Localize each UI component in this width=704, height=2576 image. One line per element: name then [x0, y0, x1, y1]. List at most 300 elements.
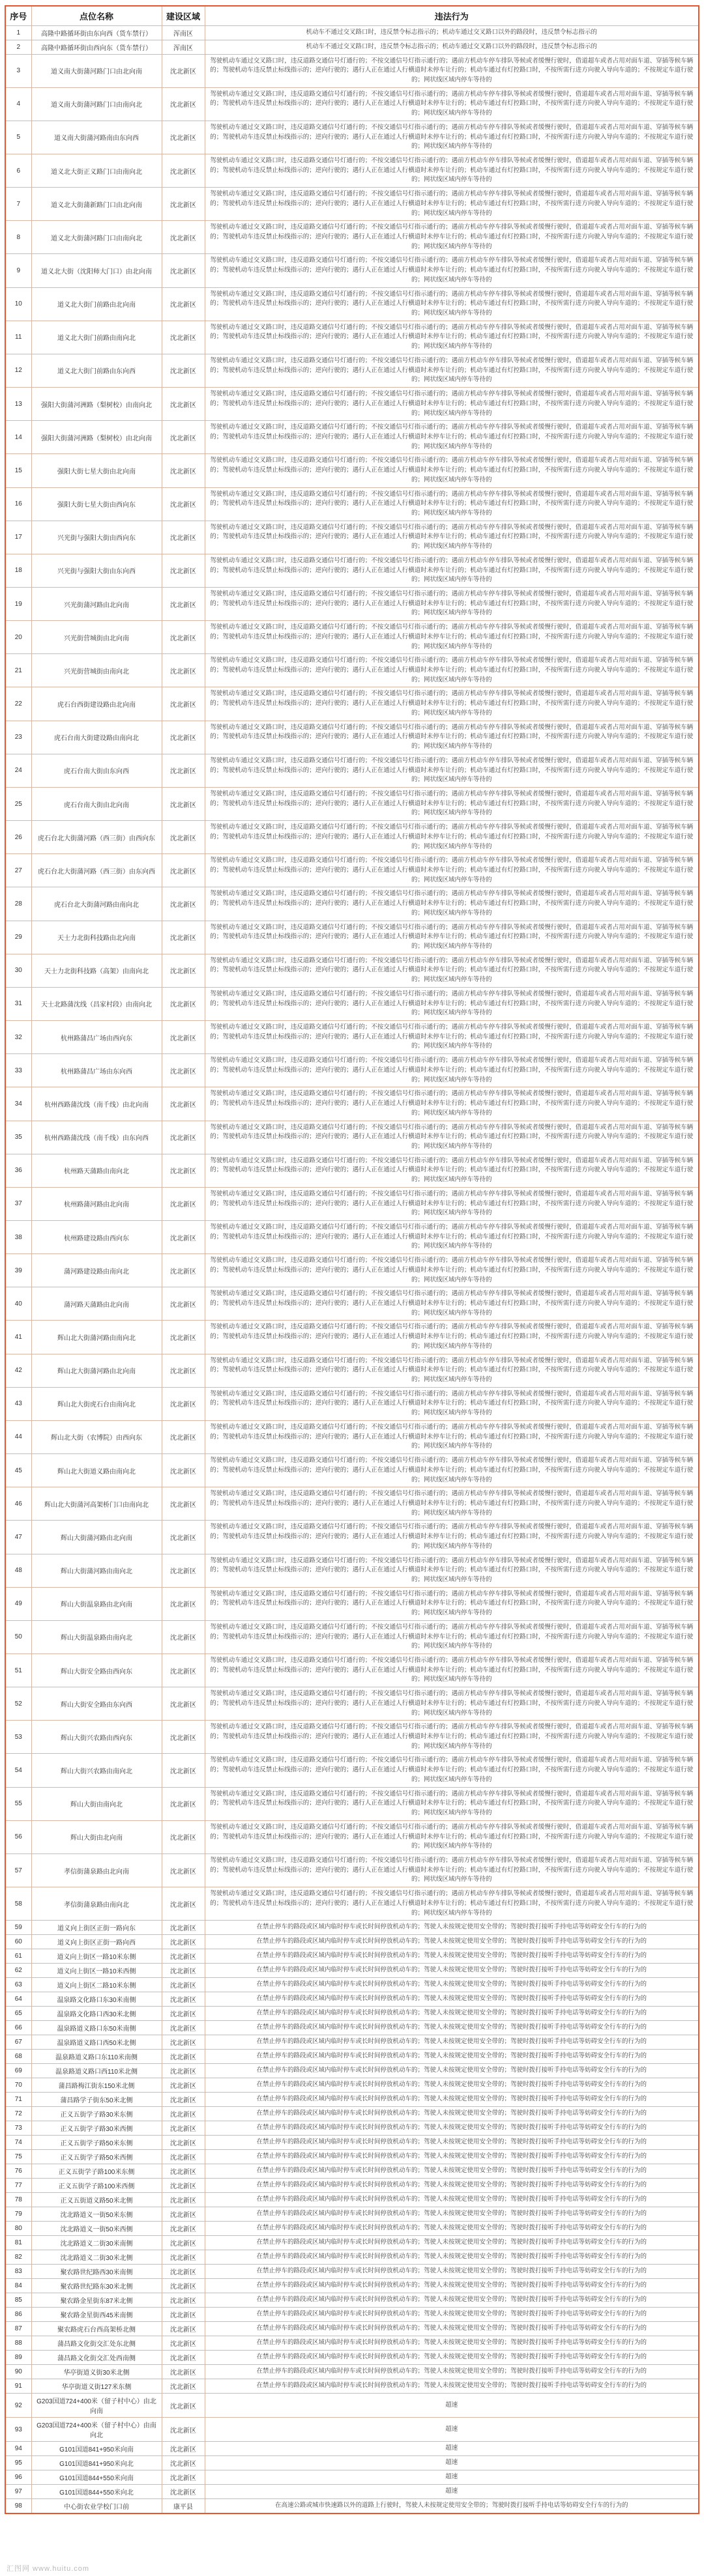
cell-name: 蒲河路天蒲路由北向南 — [31, 1287, 162, 1321]
cell-seq: 97 — [5, 2485, 31, 2499]
cell-name: 聚农路金星街西45米南侧 — [31, 2308, 162, 2322]
cell-seq: 90 — [5, 2365, 31, 2379]
cell-name: 天士北路蒲沈线（昌家村段）由南向北 — [31, 987, 162, 1020]
cell-area: 沈北新区 — [162, 2021, 205, 2035]
table-row — [5, 40, 699, 54]
cell-name: 辉山大街安全路由东向西 — [31, 1687, 162, 1721]
cell-seq: 89 — [5, 2351, 31, 2365]
cell-seq: 67 — [5, 2035, 31, 2050]
cell-violation: 在禁止停车的路段或区域内临时停车或长时间停放机动车的；驾驶人未按规定使用安全带的；驾驶时拨打接听手持电话等妨碍安全行车的行为的 — [205, 2207, 699, 2222]
table-row — [5, 2050, 699, 2064]
table-row — [5, 1887, 699, 1921]
table-row — [5, 354, 699, 387]
cell-name: 沈北路道义二街30米北侧 — [31, 2250, 162, 2265]
cell-name: 聚农路虎石台西高架桥北侧 — [31, 2322, 162, 2336]
cell-name: G203国道724+400米（留子村中心）由北向南 — [31, 2394, 162, 2418]
cell-violation: 驾驶机动车通过交叉路口时，违反道路交通信号灯通行的；不按交通信号灯指示通行的；遇前方机动车停车排队等候或者缓慢行驶时，借道超车或者占用对面车道、穿插等候车辆的；驾驶机动车违反禁止标线指示的；逆向行驶的；遇行人正在通过人行横道时未停车让行的；机动车通过有灯控路口时，不按所需行进方向驶入导向车道的；不按规定车道行驶的；网状线区域内停车等待的 — [205, 1420, 699, 1453]
cell-area: 沈北新区 — [162, 287, 205, 321]
cell-area: 沈北新区 — [162, 87, 205, 121]
cell-name: 辉山大街由南向北 — [31, 1787, 162, 1820]
cell-name: 道义向上街区一路10米西侧 — [31, 1964, 162, 1978]
camera-points-table — [5, 5, 699, 2514]
cell-area: 沈北新区 — [162, 1187, 205, 1220]
table-row — [5, 987, 699, 1020]
cell-name: 虎石台北大街蒲河路由南向北 — [31, 887, 162, 921]
cell-seq: 75 — [5, 2150, 31, 2164]
cell-seq: 57 — [5, 1853, 31, 1887]
cell-seq: 27 — [5, 854, 31, 887]
table-row — [5, 2250, 699, 2265]
cell-seq: 15 — [5, 454, 31, 487]
cell-area: 沈北新区 — [162, 2485, 205, 2499]
cell-seq: 74 — [5, 2136, 31, 2150]
cell-name: G101国道844+550米向南 — [31, 2470, 162, 2485]
cell-seq: 95 — [5, 2456, 31, 2470]
cell-violation: 驾驶机动车通过交叉路口时，违反道路交通信号灯通行的；不按交通信号灯指示通行的；遇前方机动车停车排队等候或者缓慢行驶时，借道超车或者占用对面车道、穿插等候车辆的；驾驶机动车违反禁止标线指示的；逆向行驶的；遇行人正在通过人行横道时未停车让行的；机动车通过有灯控路口时，不按所需行进方向驶入导向车道的；不按规定车道行驶的；网状线区域内停车等待的 — [205, 1654, 699, 1687]
cell-seq: 56 — [5, 1820, 31, 1853]
cell-area: 沈北新区 — [162, 1154, 205, 1187]
table-row — [5, 2164, 699, 2179]
cell-area: 沈北新区 — [162, 2442, 205, 2456]
cell-seq: 44 — [5, 1420, 31, 1453]
col-header-name: 点位名称 — [31, 6, 162, 25]
cell-violation: 驾驶机动车通过交叉路口时，违反道路交通信号灯通行的；不按交通信号灯指示通行的；遇前方机动车停车排队等候或者缓慢行驶时，借道超车或者占用对面车道、穿插等候车辆的；驾驶机动车违反禁止标线指示的；逆向行驶的；遇行人正在通过人行横道时未停车让行的；机动车通过有灯控路口时，不按所需行进方向驶入导向车道的；不按规定车道行驶的；网状线区域内停车等待的 — [205, 1721, 699, 1754]
cell-name: 道义北大街门前路由东向西 — [31, 354, 162, 387]
cell-name: 聚农路世纪路东30米北侧 — [31, 2279, 162, 2293]
cell-name: 辉山北大街蒲河路由南向北 — [31, 1321, 162, 1354]
table-row — [5, 1787, 699, 1820]
cell-violation: 在禁止停车的路段或区域内临时停车或长时间停放机动车的；驾驶人未按规定使用安全带的；驾驶时拨打接听手持电话等妨碍安全行车的行为的 — [205, 2193, 699, 2207]
cell-name: 虎石台北大街蒲河路（西三街）由东向西 — [31, 854, 162, 887]
cell-name: 沈北路道义一街50米西侧 — [31, 2222, 162, 2236]
table-header — [5, 6, 699, 25]
cell-area: 沈北新区 — [162, 1935, 205, 1949]
cell-name: 孝信街蒲泉路由南向北 — [31, 1887, 162, 1921]
cell-area: 沈北新区 — [162, 821, 205, 854]
cell-seq: 11 — [5, 321, 31, 354]
cell-seq: 14 — [5, 421, 31, 454]
cell-violation: 驾驶机动车通过交叉路口时，违反道路交通信号灯通行的；不按交通信号灯指示通行的；遇前方机动车停车排队等候或者缓慢行驶时，借道超车或者占用对面车道、穿插等候车辆的；驾驶机动车违反禁止标线指示的；逆向行驶的；遇行人正在通过人行横道时未停车让行的；机动车通过有灯控路口时，不按所需行进方向驶入导向车道的；不按规定车道行驶的；网状线区域内停车等待的 — [205, 554, 699, 587]
cell-violation: 超速 — [205, 2456, 699, 2470]
cell-violation: 驾驶机动车通过交叉路口时，违反道路交通信号灯通行的；不按交通信号灯指示通行的；遇前方机动车停车排队等候或者缓慢行驶时，借道超车或者占用对面车道、穿插等候车辆的；驾驶机动车违反禁止标线指示的；逆向行驶的；遇行人正在通过人行横道时未停车让行的；机动车通过有灯控路口时，不按所需行进方向驶入导向车道的；不按规定车道行驶的；网状线区域内停车等待的 — [205, 1121, 699, 1154]
cell-area: 沈北新区 — [162, 2265, 205, 2279]
table-row — [5, 1354, 699, 1387]
table-row — [5, 421, 699, 454]
table-row — [5, 2093, 699, 2107]
cell-area: 沈北新区 — [162, 854, 205, 887]
cell-violation: 在禁止停车的路段或区域内临时停车或长时间停放机动车的；驾驶人未按规定使用安全带的；驾驶时拨打接听手持电话等妨碍安全行车的行为的 — [205, 2078, 699, 2093]
cell-area: 沈北新区 — [162, 2279, 205, 2293]
cell-name: 虎石台南大街建设路由南向北 — [31, 721, 162, 754]
cell-area: 沈北新区 — [162, 2179, 205, 2193]
table-row — [5, 854, 699, 887]
table-row — [5, 2418, 699, 2442]
cell-violation: 驾驶机动车通过交叉路口时，违反道路交通信号灯通行的；不按交通信号灯指示通行的；遇前方机动车停车排队等候或者缓慢行驶时，借道超车或者占用对面车道、穿插等候车辆的；驾驶机动车违反禁止标线指示的；逆向行驶的；遇行人正在通过人行横道时未停车让行的；机动车通过有灯控路口时，不按所需行进方向驶入导向车道的；不按规定车道行驶的；网状线区域内停车等待的 — [205, 1887, 699, 1921]
cell-name: 辉山大街温泉路由南向北 — [31, 1620, 162, 1653]
cell-name: 强阳大街蒲河洲路（梨树校）由北向南 — [31, 421, 162, 454]
cell-violation: 驾驶机动车通过交叉路口时，违反道路交通信号灯通行的；不按交通信号灯指示通行的；遇前方机动车停车排队等候或者缓慢行驶时，借道超车或者占用对面车道、穿插等候车辆的；驾驶机动车违反禁止标线指示的；逆向行驶的；遇行人正在通过人行横道时未停车让行的；机动车通过有灯控路口时，不按所需行进方向驶入导向车道的；不按规定车道行驶的；网状线区域内停车等待的 — [205, 721, 699, 754]
cell-name: 道义北大街蒲河路门口由南向北 — [31, 221, 162, 254]
cell-seq: 29 — [5, 921, 31, 954]
cell-seq: 35 — [5, 1121, 31, 1154]
cell-seq: 30 — [5, 954, 31, 987]
cell-area: 沈北新区 — [162, 54, 205, 87]
cell-name: 道义向上街区正街一路向西 — [31, 1935, 162, 1949]
cell-seq: 19 — [5, 588, 31, 621]
cell-area: 沈北新区 — [162, 554, 205, 587]
cell-seq: 32 — [5, 1021, 31, 1054]
cell-name: 辉山北大街蒲河路由北向南 — [31, 1354, 162, 1387]
cell-seq: 43 — [5, 1387, 31, 1420]
cell-area: 沈北新区 — [162, 721, 205, 754]
cell-violation: 驾驶机动车通过交叉路口时，违反道路交通信号灯通行的；不按交通信号灯指示通行的；遇前方机动车停车排队等候或者缓慢行驶时，借道超车或者占用对面车道、穿插等候车辆的；驾驶机动车违反禁止标线指示的；逆向行驶的；遇行人正在通过人行横道时未停车让行的；机动车通过有灯控路口时，不按所需行进方向驶入导向车道的；不按规定车道行驶的；网状线区域内停车等待的 — [205, 1387, 699, 1420]
cell-seq: 53 — [5, 1721, 31, 1754]
table-row — [5, 954, 699, 987]
table-row — [5, 1254, 699, 1287]
cell-area: 沈北新区 — [162, 154, 205, 187]
cell-name: 高隆中路循环街由东向西（货车禁行） — [31, 25, 162, 40]
cell-area: 沈北新区 — [162, 454, 205, 487]
table-row — [5, 2308, 699, 2322]
cell-area: 沈北新区 — [162, 2394, 205, 2418]
cell-seq: 21 — [5, 654, 31, 687]
cell-violation: 在禁止停车的路段或区域内临时停车或长时间停放机动车的；驾驶人未按规定使用安全带的；驾驶时拨打接听手持电话等妨碍安全行车的行为的 — [205, 2236, 699, 2250]
table-row — [5, 388, 699, 421]
cell-violation: 在禁止停车的路段或区域内临时停车或长时间停放机动车的；驾驶人未按规定使用安全带的；驾驶时拨打接听手持电话等妨碍安全行车的行为的 — [205, 2107, 699, 2121]
cell-violation: 驾驶机动车通过交叉路口时，违反道路交通信号灯通行的；不按交通信号灯指示通行的；遇前方机动车停车排队等候或者缓慢行驶时，借道超车或者占用对面车道、穿插等候车辆的；驾驶机动车违反禁止标线指示的；逆向行驶的；遇行人正在通过人行横道时未停车让行的；机动车通过有灯控路口时，不按所需行进方向驶入导向车道的；不按规定车道行驶的；网状线区域内停车等待的 — [205, 1487, 699, 1521]
cell-area: 沈北新区 — [162, 1921, 205, 1935]
cell-violation: 在禁止停车的路段或区域内临时停车或长时间停放机动车的；驾驶人未按规定使用安全带的；驾驶时拨打接听手持电话等妨碍安全行车的行为的 — [205, 2293, 699, 2308]
table-row — [5, 1220, 699, 1253]
table-row — [5, 1754, 699, 1787]
table-row — [5, 2107, 699, 2121]
cell-violation: 在禁止停车的路段或区域内临时停车或长时间停放机动车的；驾驶人未按规定使用安全带的；驾驶时拨打接听手持电话等妨碍安全行车的行为的 — [205, 2265, 699, 2279]
cell-area: 沈北新区 — [162, 1254, 205, 1287]
table-row — [5, 2265, 699, 2279]
cell-area: 沈北新区 — [162, 2456, 205, 2470]
cell-name: 虎石台北大街蒲河路（西三街）由西向东 — [31, 821, 162, 854]
cell-area: 沈北新区 — [162, 2418, 205, 2442]
table-row — [5, 2035, 699, 2050]
cell-seq: 5 — [5, 121, 31, 154]
cell-violation: 在禁止停车的路段或区域内临时停车或长时间停放机动车的；驾驶人未按规定使用安全带的；驾驶时拨打接听手持电话等妨碍安全行车的行为的 — [205, 2007, 699, 2021]
cell-violation: 驾驶机动车通过交叉路口时，违反道路交通信号灯通行的；不按交通信号灯指示通行的；遇前方机动车停车排队等候或者缓慢行驶时，借道超车或者占用对面车道、穿插等候车辆的；驾驶机动车违反禁止标线指示的；逆向行驶的；遇行人正在通过人行横道时未停车让行的；机动车通过有灯控路口时，不按所需行进方向驶入导向车道的；不按规定车道行驶的；网状线区域内停车等待的 — [205, 821, 699, 854]
cell-area: 沈北新区 — [162, 1121, 205, 1154]
cell-area: 沈北新区 — [162, 2007, 205, 2021]
cell-violation: 在禁止停车的路段或区域内临时停车或长时间停放机动车的；驾驶人未按规定使用安全带的；驾驶时拨打接听手持电话等妨碍安全行车的行为的 — [205, 2093, 699, 2107]
cell-area: 沈北新区 — [162, 1521, 205, 1554]
cell-violation: 驾驶机动车通过交叉路口时，违反道路交通信号灯通行的；不按交通信号灯指示通行的；遇前方机动车停车排队等候或者缓慢行驶时，借道超车或者占用对面车道、穿插等候车辆的；驾驶机动车违反禁止标线指示的；逆向行驶的；遇行人正在通过人行横道时未停车让行的；机动车通过有灯控路口时，不按所需行进方向驶入导向车道的；不按规定车道行驶的；网状线区域内停车等待的 — [205, 1521, 699, 1554]
cell-name: 道义南大街蒲河路南由东向西 — [31, 121, 162, 154]
cell-name: 正义五街学子路30米东侧 — [31, 2107, 162, 2121]
cell-violation: 驾驶机动车通过交叉路口时，违反道路交通信号灯通行的；不按交通信号灯指示通行的；遇前方机动车停车排队等候或者缓慢行驶时，借道超车或者占用对面车道、穿插等候车辆的；驾驶机动车违反禁止标线指示的；逆向行驶的；遇行人正在通过人行横道时未停车让行的；机动车通过有灯控路口时，不按所需行进方向驶入导向车道的；不按规定车道行驶的；网状线区域内停车等待的 — [205, 388, 699, 421]
cell-seq: 60 — [5, 1935, 31, 1949]
cell-name: 聚农路金星街东87米北侧 — [31, 2293, 162, 2308]
table-row — [5, 1387, 699, 1420]
cell-seq: 77 — [5, 2179, 31, 2193]
cell-name: 华亭街道义街30米北侧 — [31, 2365, 162, 2379]
table-row — [5, 2136, 699, 2150]
cell-name: 正义五街学子路50米东侧 — [31, 2136, 162, 2150]
cell-area: 沈北新区 — [162, 354, 205, 387]
cell-area: 沈北新区 — [162, 1054, 205, 1087]
cell-violation: 在禁止停车的路段或区域内临时停车或长时间停放机动车的；驾驶人未按规定使用安全带的；驾驶时拨打接听手持电话等妨碍安全行车的行为的 — [205, 1992, 699, 2007]
cell-area: 康平县 — [162, 2499, 205, 2514]
table-row — [5, 1587, 699, 1620]
cell-area: 沈北新区 — [162, 1687, 205, 1721]
cell-name: 虎石台南大街由东向西 — [31, 754, 162, 787]
cell-seq: 82 — [5, 2250, 31, 2265]
cell-seq: 62 — [5, 1964, 31, 1978]
cell-name: 辉山大街温泉路由北向南 — [31, 1587, 162, 1620]
cell-name: 天士力北街科技路（高架）由南向北 — [31, 954, 162, 987]
cell-area: 浑南区 — [162, 40, 205, 54]
table-row — [5, 254, 699, 287]
cell-violation: 驾驶机动车通过交叉路口时，违反道路交通信号灯通行的；不按交通信号灯指示通行的；遇前方机动车停车排队等候或者缓慢行驶时，借道超车或者占用对面车道、穿插等候车辆的；驾驶机动车违反禁止标线指示的；逆向行驶的；遇行人正在通过人行横道时未停车让行的；机动车通过有灯控路口时，不按所需行进方向驶入导向车道的；不按规定车道行驶的；网状线区域内停车等待的 — [205, 521, 699, 554]
cell-violation: 在高速公路或城市快速路以外的道路上行驶时，驾驶人未按规定使用安全带的；驾驶时拨打接听手持电话等妨碍安全行车的行为的 — [205, 2499, 699, 2514]
cell-name: 杭州路蒲昌广场由东向西 — [31, 1054, 162, 1087]
cell-area: 沈北新区 — [162, 388, 205, 421]
table-row — [5, 754, 699, 787]
cell-seq: 72 — [5, 2107, 31, 2121]
cell-violation: 驾驶机动车通过交叉路口时，违反道路交通信号灯通行的；不按交通信号灯指示通行的；遇前方机动车停车排队等候或者缓慢行驶时，借道超车或者占用对面车道、穿插等候车辆的；驾驶机动车违反禁止标线指示的；逆向行驶的；遇行人正在通过人行横道时未停车让行的；机动车通过有灯控路口时，不按所需行进方向驶入导向车道的；不按规定车道行驶的；网状线区域内停车等待的 — [205, 1454, 699, 1487]
cell-seq: 92 — [5, 2394, 31, 2418]
cell-violation: 在禁止停车的路段或区域内临时停车或长时间停放机动车的；驾驶人未按规定使用安全带的；驾驶时拨打接听手持电话等妨碍安全行车的行为的 — [205, 2021, 699, 2035]
cell-area: 沈北新区 — [162, 1787, 205, 1820]
cell-violation: 驾驶机动车通过交叉路口时，违反道路交通信号灯通行的；不按交通信号灯指示通行的；遇前方机动车停车排队等候或者缓慢行驶时，借道超车或者占用对面车道、穿插等候车辆的；驾驶机动车违反禁止标线指示的；逆向行驶的；遇行人正在通过人行横道时未停车让行的；机动车通过有灯控路口时，不按所需行进方向驶入导向车道的；不按规定车道行驶的；网状线区域内停车等待的 — [205, 1087, 699, 1121]
cell-name: 杭州西路蒲沈线（南千线）由北向南 — [31, 1087, 162, 1121]
table-row — [5, 1021, 699, 1054]
cell-seq: 78 — [5, 2193, 31, 2207]
cell-violation: 驾驶机动车通过交叉路口时，违反道路交通信号灯通行的；不按交通信号灯指示通行的；遇前方机动车停车排队等候或者缓慢行驶时，借道超车或者占用对面车道、穿插等候车辆的；驾驶机动车违反禁止标线指示的；逆向行驶的；遇行人正在通过人行横道时未停车让行的；机动车通过有灯控路口时，不按所需行进方向驶入导向车道的；不按规定车道行驶的；网状线区域内停车等待的 — [205, 1254, 699, 1287]
table-row — [5, 2179, 699, 2193]
cell-violation: 驾驶机动车通过交叉路口时，违反道路交通信号灯通行的；不按交通信号灯指示通行的；遇前方机动车停车排队等候或者缓慢行驶时，借道超车或者占用对面车道、穿插等候车辆的；驾驶机动车违反禁止标线指示的；逆向行驶的；遇行人正在通过人行横道时未停车让行的；机动车通过有灯控路口时，不按所需行进方向驶入导向车道的；不按规定车道行驶的；网状线区域内停车等待的 — [205, 887, 699, 921]
cell-violation: 在禁止停车的路段或区域内临时停车或长时间停放机动车的；驾驶人未按规定使用安全带的；驾驶时拨打接听手持电话等妨碍安全行车的行为的 — [205, 2250, 699, 2265]
cell-violation: 驾驶机动车通过交叉路口时，违反道路交通信号灯通行的；不按交通信号灯指示通行的；遇前方机动车停车排队等候或者缓慢行驶时，借道超车或者占用对面车道、穿插等候车辆的；驾驶机动车违反禁止标线指示的；逆向行驶的；遇行人正在通过人行横道时未停车让行的；机动车通过有灯控路口时，不按所需行进方向驶入导向车道的；不按规定车道行驶的；网状线区域内停车等待的 — [205, 1620, 699, 1653]
cell-area: 沈北新区 — [162, 1978, 205, 1992]
cell-violation: 在禁止停车的路段或区域内临时停车或长时间停放机动车的；驾驶人未按规定使用安全带的；驾驶时拨打接听手持电话等妨碍安全行车的行为的 — [205, 1935, 699, 1949]
cell-violation: 驾驶机动车通过交叉路口时，违反道路交通信号灯通行的；不按交通信号灯指示通行的；遇前方机动车停车排队等候或者缓慢行驶时，借道超车或者占用对面车道、穿插等候车辆的；驾驶机动车违反禁止标线指示的；逆向行驶的；遇行人正在通过人行横道时未停车让行的；机动车通过有灯控路口时，不按所需行进方向驶入导向车道的；不按规定车道行驶的；网状线区域内停车等待的 — [205, 1853, 699, 1887]
cell-seq: 85 — [5, 2293, 31, 2308]
cell-area: 沈北新区 — [162, 1721, 205, 1754]
cell-name: 道义向上街区一路10米东侧 — [31, 1949, 162, 1964]
cell-seq: 83 — [5, 2265, 31, 2279]
cell-name: G101国道841+950米向北 — [31, 2456, 162, 2470]
table-row — [5, 2485, 699, 2499]
table-row — [5, 554, 699, 587]
cell-violation: 在禁止停车的路段或区域内临时停车或长时间停放机动车的；驾驶人未按规定使用安全带的；驾驶时拨打接听手持电话等妨碍安全行车的行为的 — [205, 1949, 699, 1964]
cell-seq: 40 — [5, 1287, 31, 1321]
table-row — [5, 1949, 699, 1964]
cell-seq: 47 — [5, 1521, 31, 1554]
cell-violation: 驾驶机动车通过交叉路口时，违反道路交通信号灯通行的；不按交通信号灯指示通行的；遇前方机动车停车排队等候或者缓慢行驶时，借道超车或者占用对面车道、穿插等候车辆的；驾驶机动车违反禁止标线指示的；逆向行驶的；遇行人正在通过人行横道时未停车让行的；机动车通过有灯控路口时，不按所需行进方向驶入导向车道的；不按规定车道行驶的；网状线区域内停车等待的 — [205, 87, 699, 121]
table-row — [5, 2456, 699, 2470]
cell-seq: 86 — [5, 2308, 31, 2322]
table-row — [5, 2394, 699, 2418]
cell-violation: 驾驶机动车通过交叉路口时，违反道路交通信号灯通行的；不按交通信号灯指示通行的；遇前方机动车停车排队等候或者缓慢行驶时，借道超车或者占用对面车道、穿插等候车辆的；驾驶机动车违反禁止标线指示的；逆向行驶的；遇行人正在通过人行横道时未停车让行的；机动车通过有灯控路口时，不按所需行进方向驶入导向车道的；不按规定车道行驶的；网状线区域内停车等待的 — [205, 754, 699, 787]
cell-name: G203国道724+400米（留子村中心）由南向北 — [31, 2418, 162, 2442]
cell-area: 沈北新区 — [162, 1887, 205, 1921]
cell-name: 强阳大街七星大街由西向东 — [31, 487, 162, 521]
cell-area: 沈北新区 — [162, 421, 205, 454]
cell-violation: 驾驶机动车通过交叉路口时，违反道路交通信号灯通行的；不按交通信号灯指示通行的；遇前方机动车停车排队等候或者缓慢行驶时，借道超车或者占用对面车道、穿插等候车辆的；驾驶机动车违反禁止标线指示的；逆向行驶的；遇行人正在通过人行横道时未停车让行的；机动车通过有灯控路口时，不按所需行进方向驶入导向车道的；不按规定车道行驶的；网状线区域内停车等待的 — [205, 687, 699, 721]
cell-seq: 96 — [5, 2470, 31, 2485]
cell-violation: 驾驶机动车通过交叉路口时，违反道路交通信号灯通行的；不按交通信号灯指示通行的；遇前方机动车停车排队等候或者缓慢行驶时，借道超车或者占用对面车道、穿插等候车辆的；驾驶机动车违反禁止标线指示的；逆向行驶的；遇行人正在通过人行横道时未停车让行的；机动车通过有灯控路口时，不按所需行进方向驶入导向车道的；不按规定车道行驶的；网状线区域内停车等待的 — [205, 121, 699, 154]
cell-name: 杭州西路蒲沈线（南千线）由东向西 — [31, 1121, 162, 1154]
cell-area: 沈北新区 — [162, 687, 205, 721]
cell-seq: 73 — [5, 2121, 31, 2136]
cell-area: 沈北新区 — [162, 2035, 205, 2050]
cell-area: 沈北新区 — [162, 1321, 205, 1354]
table-row — [5, 1978, 699, 1992]
cell-area: 沈北新区 — [162, 1287, 205, 1321]
cell-area: 沈北新区 — [162, 2308, 205, 2322]
cell-area: 沈北新区 — [162, 2150, 205, 2164]
cell-area: 沈北新区 — [162, 654, 205, 687]
cell-seq: 12 — [5, 354, 31, 387]
cell-violation: 驾驶机动车通过交叉路口时，违反道路交通信号灯通行的；不按交通信号灯指示通行的；遇前方机动车停车排队等候或者缓慢行驶时，借道超车或者占用对面车道、穿插等候车辆的；驾驶机动车违反禁止标线指示的；逆向行驶的；遇行人正在通过人行横道时未停车让行的；机动车通过有灯控路口时，不按所需行进方向驶入导向车道的；不按规定车道行驶的；网状线区域内停车等待的 — [205, 1287, 699, 1321]
cell-area: 沈北新区 — [162, 588, 205, 621]
cell-violation: 在禁止停车的路段或区域内临时停车或长时间停放机动车的；驾驶人未按规定使用安全带的；驾驶时拨打接听手持电话等妨碍安全行车的行为的 — [205, 2379, 699, 2394]
cell-name: G101国道841+950米向南 — [31, 2442, 162, 2456]
cell-area: 沈北新区 — [162, 2093, 205, 2107]
cell-seq: 54 — [5, 1754, 31, 1787]
table-row — [5, 2007, 699, 2021]
cell-area: 沈北新区 — [162, 2322, 205, 2336]
cell-violation: 驾驶机动车通过交叉路口时，违反道路交通信号灯通行的；不按交通信号灯指示通行的；遇前方机动车停车排队等候或者缓慢行驶时，借道超车或者占用对面车道、穿插等候车辆的；驾驶机动车违反禁止标线指示的；逆向行驶的；遇行人正在通过人行横道时未停车让行的；机动车通过有灯控路口时，不按所需行进方向驶入导向车道的；不按规定车道行驶的；网状线区域内停车等待的 — [205, 254, 699, 287]
cell-area: 沈北新区 — [162, 2250, 205, 2265]
cell-violation: 驾驶机动车通过交叉路口时，违反道路交通信号灯通行的；不按交通信号灯指示通行的；遇前方机动车停车排队等候或者缓慢行驶时，借道超车或者占用对面车道、穿插等候车辆的；驾驶机动车违反禁止标线指示的；逆向行驶的；遇行人正在通过人行横道时未停车让行的；机动车通过有灯控路口时，不按所需行进方向驶入导向车道的；不按规定车道行驶的；网状线区域内停车等待的 — [205, 621, 699, 654]
cell-name: 正义五街学子路100米西侧 — [31, 2179, 162, 2193]
cell-area: 沈北新区 — [162, 1853, 205, 1887]
table-row — [5, 2150, 699, 2164]
cell-area: 沈北新区 — [162, 1554, 205, 1587]
cell-violation: 驾驶机动车通过交叉路口时，违反道路交通信号灯通行的；不按交通信号灯指示通行的；遇前方机动车停车排队等候或者缓慢行驶时，借道超车或者占用对面车道、穿插等候车辆的；驾驶机动车违反禁止标线指示的；逆向行驶的；遇行人正在通过人行横道时未停车让行的；机动车通过有灯控路口时，不按所需行进方向驶入导向车道的；不按规定车道行驶的；网状线区域内停车等待的 — [205, 1587, 699, 1620]
table-row — [5, 1992, 699, 2007]
cell-violation: 驾驶机动车通过交叉路口时，违反道路交通信号灯通行的；不按交通信号灯指示通行的；遇前方机动车停车排队等候或者缓慢行驶时，借道超车或者占用对面车道、穿插等候车辆的；驾驶机动车违反禁止标线指示的；逆向行驶的；遇行人正在通过人行横道时未停车让行的；机动车通过有灯控路口时，不按所需行进方向驶入导向车道的；不按规定车道行驶的；网状线区域内停车等待的 — [205, 188, 699, 221]
cell-seq: 87 — [5, 2322, 31, 2336]
cell-area: 沈北新区 — [162, 1487, 205, 1521]
cell-name: 正义五街学子路100米东侧 — [31, 2164, 162, 2179]
watermark: 汇图网 www.huitu.com — [7, 2565, 90, 2573]
cell-area: 沈北新区 — [162, 2470, 205, 2485]
cell-name: 杭州路蒲昌广场由西向东 — [31, 1021, 162, 1054]
cell-violation: 驾驶机动车通过交叉路口时，违反道路交通信号灯通行的；不按交通信号灯指示通行的；遇前方机动车停车排队等候或者缓慢行驶时，借道超车或者占用对面车道、穿插等候车辆的；驾驶机动车违反禁止标线指示的；逆向行驶的；遇行人正在通过人行横道时未停车让行的；机动车通过有灯控路口时，不按所需行进方向驶入导向车道的；不按规定车道行驶的；网状线区域内停车等待的 — [205, 921, 699, 954]
cell-seq: 6 — [5, 154, 31, 187]
table-row — [5, 188, 699, 221]
table-row — [5, 2442, 699, 2456]
cell-violation: 驾驶机动车通过交叉路口时，违反道路交通信号灯通行的；不按交通信号灯指示通行的；遇前方机动车停车排队等候或者缓慢行驶时，借道超车或者占用对面车道、穿插等候车辆的；驾驶机动车违反禁止标线指示的；逆向行驶的；遇行人正在通过人行横道时未停车让行的；机动车通过有灯控路口时，不按所需行进方向驶入导向车道的；不按规定车道行驶的；网状线区域内停车等待的 — [205, 287, 699, 321]
cell-seq: 10 — [5, 287, 31, 321]
table-row — [5, 2222, 699, 2236]
cell-name: 正义五街学子路50米西侧 — [31, 2150, 162, 2164]
cell-violation: 驾驶机动车通过交叉路口时，违反道路交通信号灯通行的；不按交通信号灯指示通行的；遇前方机动车停车排队等候或者缓慢行驶时，借道超车或者占用对面车道、穿插等候车辆的；驾驶机动车违反禁止标线指示的；逆向行驶的；遇行人正在通过人行横道时未停车让行的；机动车通过有灯控路口时，不按所需行进方向驶入导向车道的；不按规定车道行驶的；网状线区域内停车等待的 — [205, 1321, 699, 1354]
cell-seq: 36 — [5, 1154, 31, 1187]
cell-area: 沈北新区 — [162, 1820, 205, 1853]
cell-name: 兴光街营城街由南向北 — [31, 654, 162, 687]
cell-name: 道义向上街区正街一路向东 — [31, 1921, 162, 1935]
cell-name: 道义南大街蒲河路门口由北向南 — [31, 54, 162, 87]
cell-seq: 91 — [5, 2379, 31, 2394]
cell-area: 沈北新区 — [162, 1354, 205, 1387]
cell-area: 沈北新区 — [162, 2236, 205, 2250]
cell-name: 蒲昌路学子街东50米北侧 — [31, 2093, 162, 2107]
cell-seq: 4 — [5, 87, 31, 121]
cell-seq: 55 — [5, 1787, 31, 1820]
table-row — [5, 1935, 699, 1949]
cell-seq: 64 — [5, 1992, 31, 2007]
cell-area: 沈北新区 — [162, 221, 205, 254]
table-row — [5, 487, 699, 521]
cell-name: 沈北路道义二街30米南侧 — [31, 2236, 162, 2250]
cell-violation: 在禁止停车的路段或区域内临时停车或长时间停放机动车的；驾驶人未按规定使用安全带的；驾驶时拨打接听手持电话等妨碍安全行车的行为的 — [205, 2064, 699, 2078]
cell-seq: 88 — [5, 2336, 31, 2351]
cell-name: 中心街农业学校门口前 — [31, 2499, 162, 2514]
cell-seq: 79 — [5, 2207, 31, 2222]
table-row — [5, 54, 699, 87]
cell-seq: 61 — [5, 1949, 31, 1964]
cell-area: 沈北新区 — [162, 2164, 205, 2179]
table-row — [5, 2293, 699, 2308]
cell-area: 沈北新区 — [162, 2136, 205, 2150]
cell-violation: 驾驶机动车通过交叉路口时，违反道路交通信号灯通行的；不按交通信号灯指示通行的；遇前方机动车停车排队等候或者缓慢行驶时，借道超车或者占用对面车道、穿插等候车辆的；驾驶机动车违反禁止标线指示的；逆向行驶的；遇行人正在通过人行横道时未停车让行的；机动车通过有灯控路口时，不按所需行进方向驶入导向车道的；不按规定车道行驶的；网状线区域内停车等待的 — [205, 654, 699, 687]
table-row — [5, 1454, 699, 1487]
cell-area: 沈北新区 — [162, 321, 205, 354]
cell-name: 温泉路道义路口西50米北侧 — [31, 2035, 162, 2050]
col-header-seq: 序号 — [5, 6, 31, 25]
table-row — [5, 1121, 699, 1154]
table-row — [5, 2499, 699, 2514]
cell-name: 辉山大街安全路由西向东 — [31, 1654, 162, 1687]
cell-area: 沈北新区 — [162, 121, 205, 154]
cell-seq: 31 — [5, 987, 31, 1020]
cell-area: 沈北新区 — [162, 2121, 205, 2136]
cell-violation: 在禁止停车的路段或区域内临时停车或长时间停放机动车的；驾驶人未按规定使用安全带的；驾驶时拨打接听手持电话等妨碍安全行车的行为的 — [205, 1921, 699, 1935]
table-row — [5, 1187, 699, 1220]
cell-name: G101国道844+550米向北 — [31, 2485, 162, 2499]
cell-violation: 驾驶机动车通过交叉路口时，违反道路交通信号灯通行的；不按交通信号灯指示通行的；遇前方机动车停车排队等候或者缓慢行驶时，借道超车或者占用对面车道、穿插等候车辆的；驾驶机动车违反禁止标线指示的；逆向行驶的；遇行人正在通过人行横道时未停车让行的；机动车通过有灯控路口时，不按所需行进方向驶入导向车道的；不按规定车道行驶的；网状线区域内停车等待的 — [205, 1220, 699, 1253]
table-row — [5, 1687, 699, 1721]
cell-name: 温泉路道义路口东50米南侧 — [31, 2021, 162, 2035]
cell-seq: 50 — [5, 1620, 31, 1653]
cell-seq: 37 — [5, 1187, 31, 1220]
cell-violation: 驾驶机动车通过交叉路口时，违反道路交通信号灯通行的；不按交通信号灯指示通行的；遇前方机动车停车排队等候或者缓慢行驶时，借道超车或者占用对面车道、穿插等候车辆的；驾驶机动车违反禁止标线指示的；逆向行驶的；遇行人正在通过人行横道时未停车让行的；机动车通过有灯控路口时，不按所需行进方向驶入导向车道的；不按规定车道行驶的；网状线区域内停车等待的 — [205, 154, 699, 187]
cell-name: 强阳大街七星大街由北向南 — [31, 454, 162, 487]
table-row — [5, 1154, 699, 1187]
cell-violation: 在禁止停车的路段或区域内临时停车或长时间停放机动车的；驾驶人未按规定使用安全带的；驾驶时拨打接听手持电话等妨碍安全行车的行为的 — [205, 2150, 699, 2164]
cell-area: 沈北新区 — [162, 254, 205, 287]
table-row — [5, 1054, 699, 1087]
cell-violation: 驾驶机动车通过交叉路口时，违反道路交通信号灯通行的；不按交通信号灯指示通行的；遇前方机动车停车排队等候或者缓慢行驶时，借道超车或者占用对面车道、穿插等候车辆的；驾驶机动车违反禁止标线指示的；逆向行驶的；遇行人正在通过人行横道时未停车让行的；机动车通过有灯控路口时，不按所需行进方向驶入导向车道的；不按规定车道行驶的；网状线区域内停车等待的 — [205, 1820, 699, 1853]
cell-area: 沈北新区 — [162, 188, 205, 221]
cell-seq: 71 — [5, 2093, 31, 2107]
cell-violation: 在禁止停车的路段或区域内临时停车或长时间停放机动车的；驾驶人未按规定使用安全带的；驾驶时拨打接听手持电话等妨碍安全行车的行为的 — [205, 2121, 699, 2136]
table-row — [5, 2078, 699, 2093]
table-row — [5, 2365, 699, 2379]
cell-seq: 9 — [5, 254, 31, 287]
cell-violation: 驾驶机动车通过交叉路口时，违反道路交通信号灯通行的；不按交通信号灯指示通行的；遇前方机动车停车排队等候或者缓慢行驶时，借道超车或者占用对面车道、穿插等候车辆的；驾驶机动车违反禁止标线指示的；逆向行驶的；遇行人正在通过人行横道时未停车让行的；机动车通过有灯控路口时，不按所需行进方向驶入导向车道的；不按规定车道行驶的；网状线区域内停车等待的 — [205, 321, 699, 354]
cell-area: 沈北新区 — [162, 2107, 205, 2121]
cell-violation: 驾驶机动车通过交叉路口时，违反道路交通信号灯通行的；不按交通信号灯指示通行的；遇前方机动车停车排队等候或者缓慢行驶时，借道超车或者占用对面车道、穿插等候车辆的；驾驶机动车违反禁止标线指示的；逆向行驶的；遇行人正在通过人行横道时未停车让行的；机动车通过有灯控路口时，不按所需行进方向驶入导向车道的；不按规定车道行驶的；网状线区域内停车等待的 — [205, 1054, 699, 1087]
table-row — [5, 2279, 699, 2293]
cell-name: 华亭街道义街127米东侧 — [31, 2379, 162, 2394]
cell-name: 蒲河路建设路由南向北 — [31, 1254, 162, 1287]
cell-name: 辉山大街由北向南 — [31, 1820, 162, 1853]
cell-name: 兴光街营城街由北向南 — [31, 621, 162, 654]
cell-area: 沈北新区 — [162, 787, 205, 820]
table-row — [5, 2379, 699, 2394]
table-row — [5, 2064, 699, 2078]
